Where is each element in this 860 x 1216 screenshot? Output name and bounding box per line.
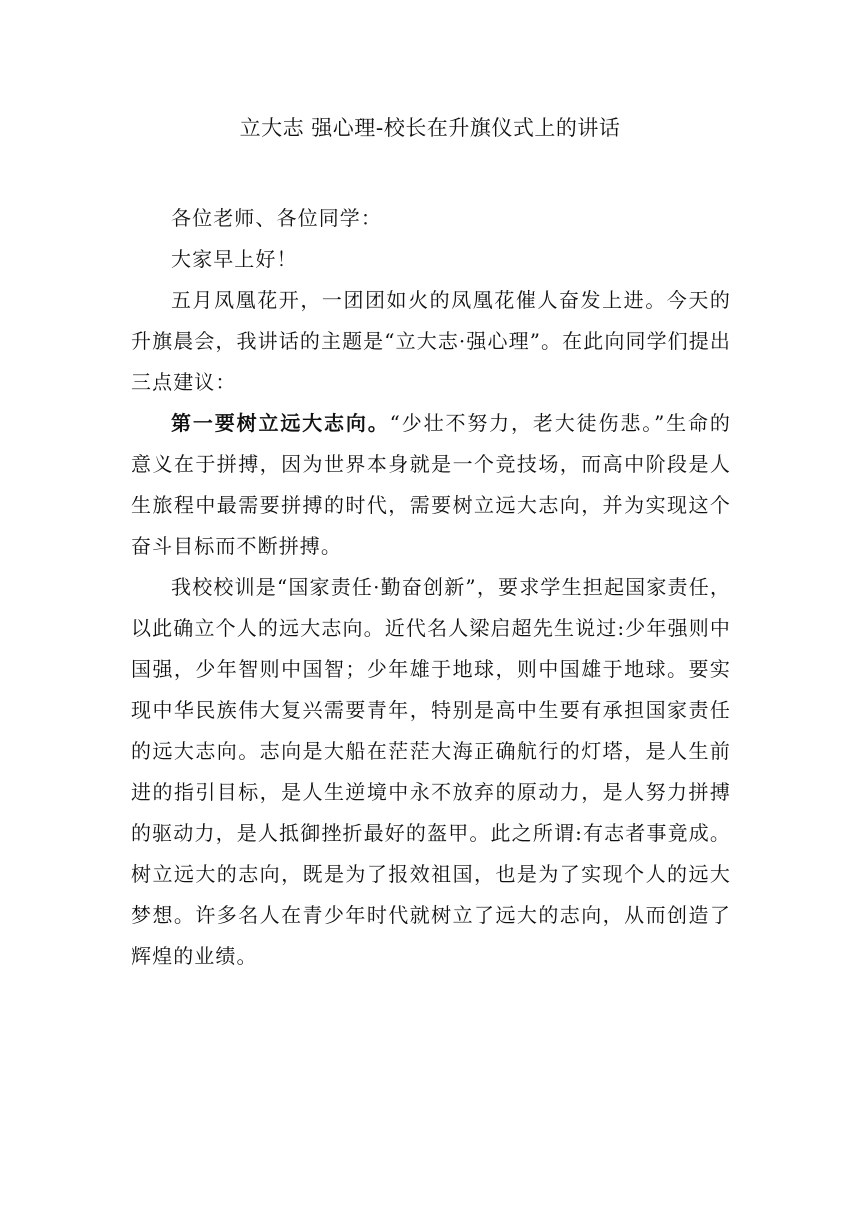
paragraph-greeting (131, 239, 731, 280)
document-title: 立大志 强心理-校长在升旗仪式上的讲话 (239, 116, 621, 140)
document-body (131, 198, 731, 977)
paragraph-first-suggestion (131, 403, 731, 567)
paragraph-text: 我校校训是“国家责任·勤奋创新”，要求学生担起国家责任，以此确立个人的远大志向。近代名人梁启超先生说过:少年强则中国强，少年智则中国智；少年雄于地球，则中国雄于地球。要实现中华民族伟大复兴需要青年，特别是高中生要有承担国家责任的远大志向。志向是大船在茫茫大海正确航行的灯塔，是人生前进的指引目标，是人生逆境中永不放弃的原动力，是人努力拼搏的驱动力，是人抵御挫折最好的盔甲。此之所谓:有志者事竟成。树立远大的志向，既是为了报效祖国，也是为了实现个人的远大梦想。许多名人在青少年时代就树立了远大的志向，从而创造了辉煌的业绩。 (131, 575, 731, 968)
paragraph-text: 大家早上好！ (171, 247, 298, 271)
paragraph-text: 五月凤凰花开，一团团如火的凤凰花催人奋发上进。今天的升旗晨会，我讲话的主题是“立大志·强心理”。在此向同学们提出三点建议： (131, 288, 731, 394)
paragraph-lead-heading: 第一要树立远大志向。 (171, 411, 390, 435)
paragraph-salutation (131, 198, 731, 239)
paragraph-school-motto (131, 567, 731, 977)
paragraph-intro (131, 280, 731, 403)
paragraph-text: 各位老师、各位同学： (171, 206, 382, 230)
paragraph-text: “少壮不努力，老大徒伤悲。”生命的意义在于拼搏，因为世界本身就是一个竞技场，而高中阶段是人生旅程中最需要拼搏的时代，需要树立远大志向，并为实现这个奋斗目标而不断拼搏。 (131, 411, 732, 558)
